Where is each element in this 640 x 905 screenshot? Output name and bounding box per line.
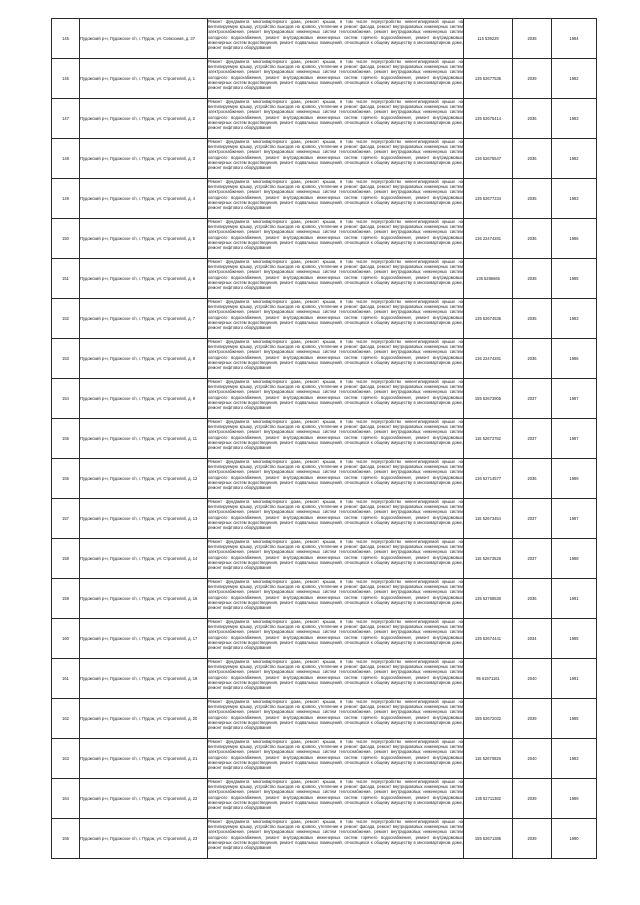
planned-year-cell: 2036	[513, 219, 552, 259]
table-row	[52, 619, 597, 659]
address-cell: Пудожский р-н, Пудожское г/п, г. Пудож, ул. Строителей, д. 16	[80, 579, 208, 619]
row-number-cell: 148	[52, 139, 80, 179]
build-year-cell: 1983	[552, 739, 597, 779]
work-list-cell	[208, 499, 464, 539]
cost-cell: 135 52674536	[464, 299, 513, 339]
table-row	[52, 539, 597, 579]
build-year-cell: 1983	[552, 299, 597, 339]
cost-cell: 136 52675547	[464, 139, 513, 179]
row-number-cell: 146	[52, 59, 80, 99]
work-list-cell	[208, 339, 464, 379]
planned-year-cell: 2040	[513, 659, 552, 699]
table-row	[52, 459, 597, 499]
table-row	[52, 779, 597, 819]
work-description-text: Ремонт фундамента многоквартирного дома, ремонт крыши, в том числе переустройство невентилируемой крыши на вентилируемую крышу, устройство выходов на кровлю, утепление и ремонт фасада, ремонт внутридомовых инженерных систем электроснабжения, ремонт внутридомовых инженерных систем теплоснабжения, ремонт внутридомовых инженерных систем холодного водоснабжения, ремонт внутридомовых инженерных систем горячего водоснабжения, ремонт внутридомовых инженерных систем водоотведения, ремонт подвальных помещений, относящихся к общему имуществу в многоквартирном доме, ремонт лифтового оборудования	[208, 779, 463, 811]
row-number-cell: 157	[52, 499, 80, 539]
work-list-cell	[208, 259, 464, 299]
row-number-cell: 154	[52, 379, 80, 419]
work-list-cell	[208, 179, 464, 219]
cost-cell: 115 52673454	[464, 499, 513, 539]
work-list-cell	[208, 219, 464, 259]
planned-year-cell: 2036	[513, 339, 552, 379]
work-description-text: Ремонт фундамента многоквартирного дома, ремонт крыши, в том числе переустройство невентилируемой крыши на вентилируемую крышу, устройство выходов на кровлю, утепление и ремонт фасада, ремонт внутридомовых инженерных систем электроснабжения, ремонт внутридомовых инженерных систем теплоснабжения, ремонт внутридомовых инженерных систем холодного водоснабжения, ремонт внутридомовых инженерных систем горячего водоснабжения, ремонт внутридомовых инженерных систем водоотведения, ремонт подвальных помещений, относящихся к общему имуществу в многоквартирном доме, ремонт лифтового оборудования	[208, 739, 463, 771]
work-list-cell	[208, 779, 464, 819]
work-description-text: Ремонт фундамента многоквартирного дома, ремонт крыши, в том числе переустройство невентилируемой крыши на вентилируемую крышу, устройство выходов на кровлю, утепление и ремонт фасада, ремонт внутридомовых инженерных систем электроснабжения, ремонт внутридомовых инженерных систем теплоснабжения, ремонт внутридомовых инженерных систем холодного водоснабжения, ремонт внутридомовых инженерных систем горячего водоснабжения, ремонт внутридомовых инженерных систем водоотведения, ремонт подвальных помещений, относящихся к общему имуществу в многоквартирном доме, ремонт лифтового оборудования	[208, 299, 463, 331]
row-number-cell: 152	[52, 299, 80, 339]
work-description-text: Ремонт фундамента многоквартирного дома, ремонт крыши, в том числе переустройство невентилируемой крыши на вентилируемую крышу, устройство выходов на кровлю, утепление и ремонт фасада, ремонт внутридомовых инженерных систем электроснабжения, ремонт внутридомовых инженерных систем теплоснабжения, ремонт внутридомовых инженерных систем холодного водоснабжения, ремонт внутридомовых инженерных систем горячего водоснабжения, ремонт внутридомовых инженерных систем водоотведения, ремонт подвальных помещений, относящихся к общему имуществу в многоквартирном доме, ремонт лифтового оборудования	[208, 499, 463, 531]
work-description-text: Ремонт фундамента многоквартирного дома, ремонт крыши, в том числе переустройство невентилируемой крыши на вентилируемую крышу, устройство выходов на кровлю, утепление и ремонт фасада, ремонт внутридомовых инженерных систем электроснабжения, ремонт внутридомовых инженерных систем теплоснабжения, ремонт внутридомовых инженерных систем холодного водоснабжения, ремонт внутридомовых инженерных систем горячего водоснабжения, ремонт внутридомовых инженерных систем водоотведения, ремонт подвальных помещений, относящихся к общему имуществу в многоквартирном доме, ремонт лифтового оборудования	[208, 699, 463, 731]
row-number-cell: 149	[52, 179, 80, 219]
build-year-cell: 1984	[552, 19, 597, 59]
table-row	[52, 179, 597, 219]
work-list-cell	[208, 699, 464, 739]
address-cell: Пудожский р-н, Пудожское г/п, г. Пудож, ул. Строителей, д. 20	[80, 699, 208, 739]
address-cell: Пудожский р-н, Пудожское г/п, г. Пудож, ул. Строителей, д. 5	[80, 219, 208, 259]
address-cell: Пудожский р-н, Пудожское г/п, г. Пудож, ул. Строителей, д. 6	[80, 259, 208, 299]
cost-cell: 135 52675414	[464, 99, 513, 139]
work-list-cell	[208, 59, 464, 99]
work-description-text: Ремонт фундамента многоквартирного дома, ремонт крыши, в том числе переустройство невентилируемой крыши на вентилируемую крышу, устройство выходов на кровлю, утепление и ремонт фасада, ремонт внутридомовых инженерных систем электроснабжения, ремонт внутридомовых инженерных систем теплоснабжения, ремонт внутридомовых инженерных систем холодного водоснабжения, ремонт внутридомовых инженерных систем горячего водоснабжения, ремонт внутридомовых инженерных систем водоотведения, ремонт подвальных помещений, относящихся к общему имуществу в многоквартирном доме, ремонт лифтового оборудования	[208, 419, 463, 451]
address-cell: Пудожский р-н, Пудожское г/п, г. Пудож, ул. Строителей, д. 9	[80, 379, 208, 419]
build-year-cell: 1989	[552, 459, 597, 499]
planned-year-cell: 2036	[513, 139, 552, 179]
work-description-text: Ремонт фундамента многоквартирного дома, ремонт крыши, в том числе переустройство невентилируемой крыши на вентилируемую крышу, устройство выходов на кровлю, утепление и ремонт фасада, ремонт внутридомовых инженерных систем электроснабжения, ремонт внутридомовых инженерных систем теплоснабжения, ремонт внутридомовых инженерных систем холодного водоснабжения, ремонт внутридомовых инженерных систем горячего водоснабжения, ремонт внутридомовых инженерных систем водоотведения, ремонт подвальных помещений, относящихся к общему имуществу в многоквартирном доме, ремонт лифтового оборудования	[208, 339, 463, 371]
planned-year-cell: 2039	[513, 779, 552, 819]
planned-year-cell: 2037	[513, 539, 552, 579]
work-description-text: Ремонт фундамента многоквартирного дома, ремонт крыши, в том числе переустройство невентилируемой крыши на вентилируемую крышу, устройство выходов на кровлю, утепление и ремонт фасада, ремонт внутридомовых инженерных систем электроснабжения, ремонт внутридомовых инженерных систем теплоснабжения, ремонт внутридомовых инженерных систем холодного водоснабжения, ремонт внутридомовых инженерных систем горячего водоснабжения, ремонт внутридомовых инженерных систем водоотведения, ремонт подвальных помещений, относящихся к общему имуществу в многоквартирном доме, ремонт лифтового оборудования	[208, 59, 463, 91]
row-number-cell: 156	[52, 459, 80, 499]
build-year-cell: 1987	[552, 379, 597, 419]
planned-year-cell: 2037	[513, 499, 552, 539]
build-year-cell: 1983	[552, 99, 597, 139]
work-description-text: Ремонт фундамента многоквартирного дома, ремонт крыши, в том числе переустройство невентилируемой крыши на вентилируемую крышу, устройство выходов на кровлю, утепление и ремонт фасада, ремонт внутридомовых инженерных систем электроснабжения, ремонт внутридомовых инженерных систем теплоснабжения, ремонт внутридомовых инженерных систем холодного водоснабжения, ремонт внутридомовых инженерных систем горячего водоснабжения, ремонт внутридомовых инженерных систем водоотведения, ремонт подвальных помещений, относящихся к общему имуществу в многоквартирном доме, ремонт лифтового оборудования	[208, 259, 463, 291]
row-number-cell: 161	[52, 659, 80, 699]
planned-year-cell: 2038	[513, 259, 552, 299]
address-cell: Пудожский р-н, Пудожское г/п, г. Пудож, ул. Строителей, д. 23	[80, 819, 208, 859]
work-list-cell	[208, 579, 464, 619]
cost-cell: 115 52673528	[464, 539, 513, 579]
row-number-cell: 160	[52, 619, 80, 659]
address-cell: Пудожский р-н, Пудожское г/п, г. Пудож, ул. Строителей, д. 11	[80, 419, 208, 459]
work-list-cell	[208, 99, 464, 139]
build-year-cell: 1989	[552, 779, 597, 819]
work-list-cell	[208, 379, 464, 419]
address-cell: Пудожский р-н, Пудожское г/п, г. Пудож, ул. Строителей, д. 22	[80, 779, 208, 819]
work-description-text: Ремонт фундамента многоквартирного дома, ремонт крыши, в том числе переустройство невентилируемой крыши на вентилируемую крышу, устройство выходов на кровлю, утепление и ремонт фасада, ремонт внутридомовых инженерных систем электроснабжения, ремонт внутридомовых инженерных систем теплоснабжения, ремонт внутридомовых инженерных систем холодного водоснабжения, ремонт внутридомовых инженерных систем горячего водоснабжения, ремонт внутридомовых инженерных систем водоотведения, ремонт подвальных помещений, относящихся к общему имуществу в многоквартирном доме, ремонт лифтового оборудования	[208, 19, 463, 51]
table-row	[52, 259, 597, 299]
address-cell: Пудожский р-н, Пудожское г/п, г. Пудож, ул. Строителей, д. 14	[80, 539, 208, 579]
address-cell: Пудожский р-н, Пудожское г/п, г. Пудож, ул. Строителей, д. 1	[80, 59, 208, 99]
planned-year-cell: 2037	[513, 419, 552, 459]
work-list-cell	[208, 139, 464, 179]
build-year-cell: 1983	[552, 179, 597, 219]
capital-repair-table	[51, 18, 597, 859]
work-list-cell	[208, 739, 464, 779]
planned-year-cell: 2035	[513, 179, 552, 219]
work-list-cell	[208, 419, 464, 459]
work-list-cell	[208, 459, 464, 499]
cost-cell: 135 52711382	[464, 779, 513, 819]
address-cell: Пудожский р-н, Пудожское г/п, г. Пудож, ул. Строителей, д. 21	[80, 739, 208, 779]
work-list-cell	[208, 619, 464, 659]
planned-year-cell: 2037	[513, 379, 552, 419]
table-row	[52, 739, 597, 779]
address-cell: Пудожский р-н, Пудожское г/п, г. Пудож, ул. Строителей, д. 2	[80, 99, 208, 139]
table-row	[52, 59, 597, 99]
cost-cell: 155 52671385	[464, 819, 513, 859]
build-year-cell: 1982	[552, 139, 597, 179]
build-year-cell: 1986	[552, 219, 597, 259]
cost-cell: 136 22474281	[464, 219, 513, 259]
address-cell: Пудожский р-н, Пудожское г/п, г. Пудож, ул. Строителей, д. 8	[80, 339, 208, 379]
work-list-cell	[208, 299, 464, 339]
table-row	[52, 579, 597, 619]
table-row	[52, 499, 597, 539]
work-description-text: Ремонт фундамента многоквартирного дома, ремонт крыши, в том числе переустройство невентилируемой крыши на вентилируемую крышу, устройство выходов на кровлю, утепление и ремонт фасада, ремонт внутридомовых инженерных систем электроснабжения, ремонт внутридомовых инженерных систем теплоснабжения, ремонт внутридомовых инженерных систем холодного водоснабжения, ремонт внутридомовых инженерных систем горячего водоснабжения, ремонт внутридомовых инженерных систем водоотведения, ремонт подвальных помещений, относящихся к общему имуществу в многоквартирном доме, ремонт лифтового оборудования	[208, 579, 463, 611]
table-row	[52, 99, 597, 139]
planned-year-cell: 2039	[513, 819, 552, 859]
row-number-cell: 153	[52, 339, 80, 379]
work-list-cell	[208, 19, 464, 59]
cost-cell: 95 61971161	[464, 659, 513, 699]
work-description-text: Ремонт фундамента многоквартирного дома, ремонт крыши, в том числе переустройство невентилируемой крыши на вентилируемую крышу, устройство выходов на кровлю, утепление и ремонт фасада, ремонт внутридомовых инженерных систем электроснабжения, ремонт внутридомовых инженерных систем теплоснабжения, ремонт внутридомовых инженерных систем холодного водоснабжения, ремонт внутридомовых инженерных систем горячего водоснабжения, ремонт внутридомовых инженерных систем водоотведения, ремонт подвальных помещений, относящихся к общему имуществу в многоквартирном доме, ремонт лифтового оборудования	[208, 379, 463, 411]
cost-cell: 115 52673782	[464, 419, 513, 459]
cost-cell: 136 52714577	[464, 459, 513, 499]
table-row	[52, 139, 597, 179]
build-year-cell: 1985	[552, 699, 597, 739]
table-row	[52, 819, 597, 859]
planned-year-cell: 2036	[513, 99, 552, 139]
row-number-cell: 145	[52, 19, 80, 59]
table-row	[52, 19, 597, 59]
build-year-cell: 1991	[552, 579, 597, 619]
cost-cell: 135 52674441	[464, 619, 513, 659]
address-cell: Пудожский р-н, Пудожское г/п, г. Пудож, ул. Строителей, д. 13	[80, 499, 208, 539]
work-list-cell	[208, 539, 464, 579]
planned-year-cell: 2035	[513, 299, 552, 339]
work-description-text: Ремонт фундамента многоквартирного дома, ремонт крыши, в том числе переустройство невентилируемой крыши на вентилируемую крышу, устройство выходов на кровлю, утепление и ремонт фасада, ремонт внутридомовых инженерных систем электроснабжения, ремонт внутридомовых инженерных систем теплоснабжения, ремонт внутридомовых инженерных систем холодного водоснабжения, ремонт внутридомовых инженерных систем горячего водоснабжения, ремонт внутридомовых инженерных систем водоотведения, ремонт подвальных помещений, относящихся к общему имуществу в многоквартирном доме, ремонт лифтового оборудования	[208, 219, 463, 251]
cost-cell: 135 52677234	[464, 179, 513, 219]
work-description-text: Ремонт фундамента многоквартирного дома, ремонт крыши, в том числе переустройство невентилируемой крыши на вентилируемую крышу, устройство выходов на кровлю, утепление и ремонт фасада, ремонт внутридомовых инженерных систем электроснабжения, ремонт внутридомовых инженерных систем теплоснабжения, ремонт внутридомовых инженерных систем холодного водоснабжения, ремонт внутридомовых инженерных систем горячего водоснабжения, ремонт внутридомовых инженерных систем водоотведения, ремонт подвальных помещений, относящихся к общему имуществу в многоквартирном доме, ремонт лифтового оборудования	[208, 459, 463, 491]
work-description-text: Ремонт фундамента многоквартирного дома, ремонт крыши, в том числе переустройство невентилируемой крыши на вентилируемую крышу, устройство выходов на кровлю, утепление и ремонт фасада, ремонт внутридомовых инженерных систем электроснабжения, ремонт внутридомовых инженерных систем теплоснабжения, ремонт внутридомовых инженерных систем холодного водоснабжения, ремонт внутридомовых инженерных систем горячего водоснабжения, ремонт внутридомовых инженерных систем водоотведения, ремонт подвальных помещений, относящихся к общему имуществу в многоквартирном доме, ремонт лифтового оборудования	[208, 539, 463, 571]
build-year-cell: 1986	[552, 339, 597, 379]
work-description-text: Ремонт фундамента многоквартирного дома, ремонт крыши, в том числе переустройство невентилируемой крыши на вентилируемую крышу, устройство выходов на кровлю, утепление и ремонт фасада, ремонт внутридомовых инженерных систем электроснабжения, ремонт внутридомовых инженерных систем теплоснабжения, ремонт внутридомовых инженерных систем холодного водоснабжения, ремонт внутридомовых инженерных систем горячего водоснабжения, ремонт внутридомовых инженерных систем водоотведения, ремонт подвальных помещений, относящихся к общему имуществу в многоквартирном доме, ремонт лифтового оборудования	[208, 619, 463, 651]
build-year-cell: 1987	[552, 499, 597, 539]
address-cell: Пудожский р-н, Пудожское г/п, г. Пудож, ул. Строителей, д. 12	[80, 459, 208, 499]
work-description-text: Ремонт фундамента многоквартирного дома, ремонт крыши, в том числе переустройство невентилируемой крыши на вентилируемую крышу, устройство выходов на кровлю, утепление и ремонт фасада, ремонт внутридомовых инженерных систем электроснабжения, ремонт внутридомовых инженерных систем теплоснабжения, ремонт внутридомовых инженерных систем холодного водоснабжения, ремонт внутридомовых инженерных систем горячего водоснабжения, ремонт внутридомовых инженерных систем водоотведения, ремонт подвальных помещений, относящихся к общему имуществу в многоквартирном доме, ремонт лифтового оборудования	[208, 139, 463, 171]
address-cell: Пудожский р-н, Пудожское г/п, г. Пудож, ул. Строителей, д. 7	[80, 299, 208, 339]
cost-cell: 115 539229	[464, 19, 513, 59]
work-description-text: Ремонт фундамента многоквартирного дома, ремонт крыши, в том числе переустройство невентилируемой крыши на вентилируемую крышу, устройство выходов на кровлю, утепление и ремонт фасада, ремонт внутридомовых инженерных систем электроснабжения, ремонт внутридомовых инженерных систем теплоснабжения, ремонт внутридомовых инженерных систем холодного водоснабжения, ремонт внутридомовых инженерных систем горячего водоснабжения, ремонт внутридомовых инженерных систем водоотведения, ремонт подвальных помещений, относящихся к общему имуществу в многоквартирном доме, ремонт лифтового оборудования	[208, 179, 463, 211]
build-year-cell: 1987	[552, 419, 597, 459]
row-number-cell: 147	[52, 99, 80, 139]
row-number-cell: 151	[52, 259, 80, 299]
row-number-cell: 164	[52, 779, 80, 819]
planned-year-cell: 2040	[513, 739, 552, 779]
work-description-text: Ремонт фундамента многоквартирного дома, ремонт крыши, в том числе переустройство невентилируемой крыши на вентилируемую крышу, устройство выходов на кровлю, утепление и ремонт фасада, ремонт внутридомовых инженерных систем электроснабжения, ремонт внутридомовых инженерных систем теплоснабжения, ремонт внутридомовых инженерных систем холодного водоснабжения, ремонт внутридомовых инженерных систем горячего водоснабжения, ремонт внутридомовых инженерных систем водоотведения, ремонт подвальных помещений, относящихся к общему имуществу в многоквартирном доме, ремонт лифтового оборудования	[208, 819, 463, 851]
table-body	[52, 19, 597, 859]
build-year-cell: 1982	[552, 59, 597, 99]
row-number-cell: 150	[52, 219, 80, 259]
row-number-cell: 165	[52, 819, 80, 859]
address-cell: Пудожский р-н, Пудожское г/п, г. Пудож, ул. Строителей, д. 19	[80, 659, 208, 699]
cost-cell: 155 52673905	[464, 379, 513, 419]
address-cell: Пудожский р-н, Пудожское г/п, г. Пудож, ул. Совхозная, д. 37	[80, 19, 208, 59]
cost-cell: 155 52672032	[464, 699, 513, 739]
build-year-cell: 1990	[552, 819, 597, 859]
build-year-cell: 1988	[552, 539, 597, 579]
planned-year-cell: 2036	[513, 579, 552, 619]
cost-cell: 135 5286666	[464, 259, 513, 299]
build-year-cell: 1985	[552, 619, 597, 659]
address-cell: Пудожский р-н, Пудожское г/п, г. Пудож, ул. Строителей, д. 3	[80, 139, 208, 179]
build-year-cell: 1991	[552, 659, 597, 699]
row-number-cell: 158	[52, 539, 80, 579]
table-row	[52, 219, 597, 259]
work-description-text: Ремонт фундамента многоквартирного дома, ремонт крыши, в том числе переустройство невентилируемой крыши на вентилируемую крышу, устройство выходов на кровлю, утепление и ремонт фасада, ремонт внутридомовых инженерных систем электроснабжения, ремонт внутридомовых инженерных систем теплоснабжения, ремонт внутридомовых инженерных систем холодного водоснабжения, ремонт внутридомовых инженерных систем горячего водоснабжения, ремонт внутридомовых инженерных систем водоотведения, ремонт подвальных помещений, относящихся к общему имуществу в многоквартирном доме, ремонт лифтового оборудования	[208, 659, 463, 691]
cost-cell: 136 22474281	[464, 339, 513, 379]
table-row	[52, 419, 597, 459]
cost-cell: 135 52677535	[464, 59, 513, 99]
planned-year-cell: 2038	[513, 19, 552, 59]
table-row	[52, 379, 597, 419]
work-description-text: Ремонт фундамента многоквартирного дома, ремонт крыши, в том числе переустройство невентилируемой крыши на вентилируемую крышу, устройство выходов на кровлю, утепление и ремонт фасада, ремонт внутридомовых инженерных систем электроснабжения, ремонт внутридомовых инженерных систем теплоснабжения, ремонт внутридомовых инженерных систем холодного водоснабжения, ремонт внутридомовых инженерных систем горячего водоснабжения, ремонт внутридомовых инженерных систем водоотведения, ремонт подвальных помещений, относящихся к общему имуществу в многоквартирном доме, ремонт лифтового оборудования	[208, 99, 463, 131]
row-number-cell: 162	[52, 699, 80, 739]
planned-year-cell: 2039	[513, 699, 552, 739]
table-row	[52, 299, 597, 339]
address-cell: Пудожский р-н, Пудожское г/п, г. Пудож, ул. Строителей, д. 17	[80, 619, 208, 659]
row-number-cell: 155	[52, 419, 80, 459]
row-number-cell: 159	[52, 579, 80, 619]
address-cell: Пудожский р-н, Пудожское г/п, г. Пудож, ул. Строителей, д. 4	[80, 179, 208, 219]
cost-cell: 135 52769530	[464, 579, 513, 619]
planned-year-cell: 2034	[513, 619, 552, 659]
table-row	[52, 699, 597, 739]
planned-year-cell: 2039	[513, 59, 552, 99]
build-year-cell: 1985	[552, 259, 597, 299]
work-list-cell	[208, 659, 464, 699]
work-list-cell	[208, 819, 464, 859]
row-number-cell: 163	[52, 739, 80, 779]
table-row	[52, 659, 597, 699]
planned-year-cell: 2036	[513, 459, 552, 499]
table-row	[52, 339, 597, 379]
cost-cell: 115 52670826	[464, 739, 513, 779]
